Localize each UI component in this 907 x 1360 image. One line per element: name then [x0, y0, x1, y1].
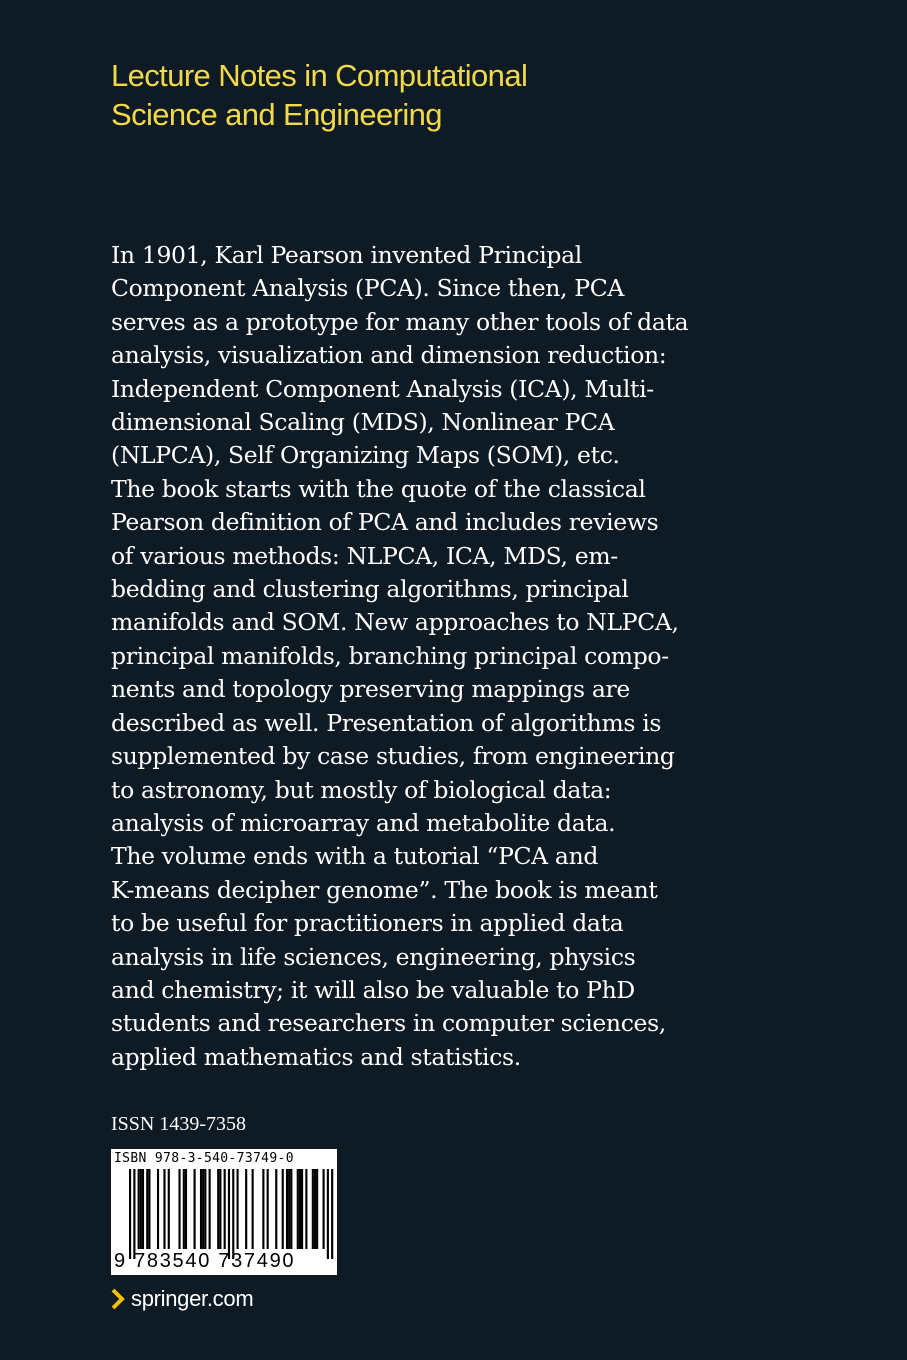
- series-title-line-1: Lecture Notes in Computational: [111, 58, 528, 93]
- barcode-bar: [224, 1169, 226, 1249]
- barcode-bar: [146, 1169, 148, 1249]
- barcode-bar: [129, 1169, 131, 1259]
- barcode-bar: [245, 1169, 247, 1249]
- description-line: Independent Component Analysis (ICA), Multi-: [111, 374, 654, 403]
- description-line: dimensional Scaling (MDS), Nonlinear PCA: [111, 408, 615, 437]
- description-line: manifolds and SOM. New approaches to NLPCA,: [111, 608, 679, 637]
- barcode-bar: [200, 1169, 202, 1249]
- description-line: analysis in life sciences, engineering, physics: [111, 942, 636, 971]
- publisher-url[interactable]: springer.com: [131, 1286, 254, 1311]
- barcode-bar: [217, 1169, 219, 1249]
- barcode-bar: [228, 1169, 230, 1259]
- description-line: nents and topology preserving mappings are: [111, 675, 630, 704]
- barcode-bar: [267, 1169, 269, 1249]
- barcode-bar: [299, 1169, 301, 1249]
- description-line: to astronomy, but mostly of biological data:: [111, 775, 612, 804]
- description-line: applied mathematics and statistics.: [111, 1042, 521, 1071]
- isbn-label: ISBN 978-3-540-73749-0: [114, 1151, 294, 1166]
- description-line: In 1901, Karl Pearson invented Principal: [111, 241, 582, 269]
- description-line: described as well. Presentation of algorithms is: [111, 708, 662, 737]
- barcode-bar: [323, 1169, 325, 1249]
- barcode-bar: [204, 1169, 206, 1249]
- barcode-bar: [138, 1169, 140, 1249]
- barcode-bar: [290, 1169, 292, 1249]
- barcode-bar: [219, 1169, 221, 1249]
- barcode-bar: [316, 1169, 318, 1249]
- barcode-bar: [133, 1169, 135, 1259]
- chevron-right-icon: [111, 1288, 125, 1310]
- barcode-bar: [237, 1169, 239, 1249]
- publisher-link[interactable]: [111, 1286, 253, 1312]
- series-title: [111, 56, 811, 134]
- description-line: bedding and clustering algorithms, principal: [111, 575, 629, 604]
- description-line: principal manifolds, branching principal compo-: [111, 641, 669, 670]
- barcode-bar: [314, 1169, 316, 1249]
- barcode-bar: [148, 1169, 150, 1249]
- barcode-bar: [142, 1169, 144, 1249]
- barcode-bar: [202, 1169, 204, 1249]
- barcode-bar: [301, 1169, 303, 1249]
- description-line: serves as a prototype for many other tools of data: [111, 307, 689, 336]
- barcode-bar: [140, 1169, 142, 1249]
- series-title-line-2: Science and Engineering: [111, 97, 442, 132]
- barcode-bar: [157, 1169, 159, 1249]
- description-line: to be useful for practitioners in applied data: [111, 909, 624, 938]
- barcode-bar: [327, 1169, 329, 1259]
- barcode-bar: [262, 1169, 264, 1249]
- barcode-bar: [297, 1169, 299, 1249]
- barcode-bar: [185, 1169, 187, 1249]
- description-line: students and researchers in computer sciences,: [111, 1009, 666, 1038]
- barcode-bar: [305, 1169, 307, 1249]
- barcode-bar: [252, 1169, 254, 1249]
- barcode-bar: [331, 1169, 333, 1259]
- description-line: Pearson definition of PCA and includes reviews: [111, 508, 659, 537]
- description-line: (NLPCA), Self Organizing Maps (SOM), etc.: [111, 441, 620, 470]
- barcode-bar: [194, 1169, 196, 1249]
- barcode-bar: [312, 1169, 314, 1249]
- barcode-bar: [275, 1169, 277, 1249]
- isbn-barcode: [111, 1149, 337, 1275]
- barcode-bar: [163, 1169, 165, 1249]
- description-line: Component Analysis (PCA). Since then, PCA: [111, 274, 625, 303]
- issn-number: ISSN 1439-7358: [111, 1113, 247, 1135]
- description-line: of various methods: NLPCA, ICA, MDS, em-: [111, 541, 618, 570]
- barcode-bar: [282, 1169, 284, 1249]
- description-line: The book starts with the quote of the classical: [111, 474, 646, 503]
- description-line: analysis, visualization and dimension reduction:: [111, 341, 667, 370]
- barcode-bar: [232, 1169, 234, 1259]
- book-description: [111, 239, 689, 1074]
- barcode-bar: [209, 1169, 211, 1249]
- description-line: The volume ends with a tutorial “PCA and: [111, 842, 599, 871]
- description-line: analysis of microarray and metabolite data.: [111, 808, 616, 837]
- barcode-bar: [286, 1169, 288, 1249]
- isbn-digits: 9 783540 737490: [114, 1250, 296, 1272]
- barcode-bar: [178, 1169, 180, 1249]
- description-line: K-means decipher genome”. The book is meant: [111, 875, 658, 904]
- description-line: and chemistry; it will also be valuable to PhD: [111, 975, 635, 1004]
- barcode-bar: [288, 1169, 290, 1249]
- barcode-bar: [183, 1169, 185, 1249]
- description-line: supplemented by case studies, from engineering: [111, 742, 675, 771]
- barcode-bar: [168, 1169, 170, 1249]
